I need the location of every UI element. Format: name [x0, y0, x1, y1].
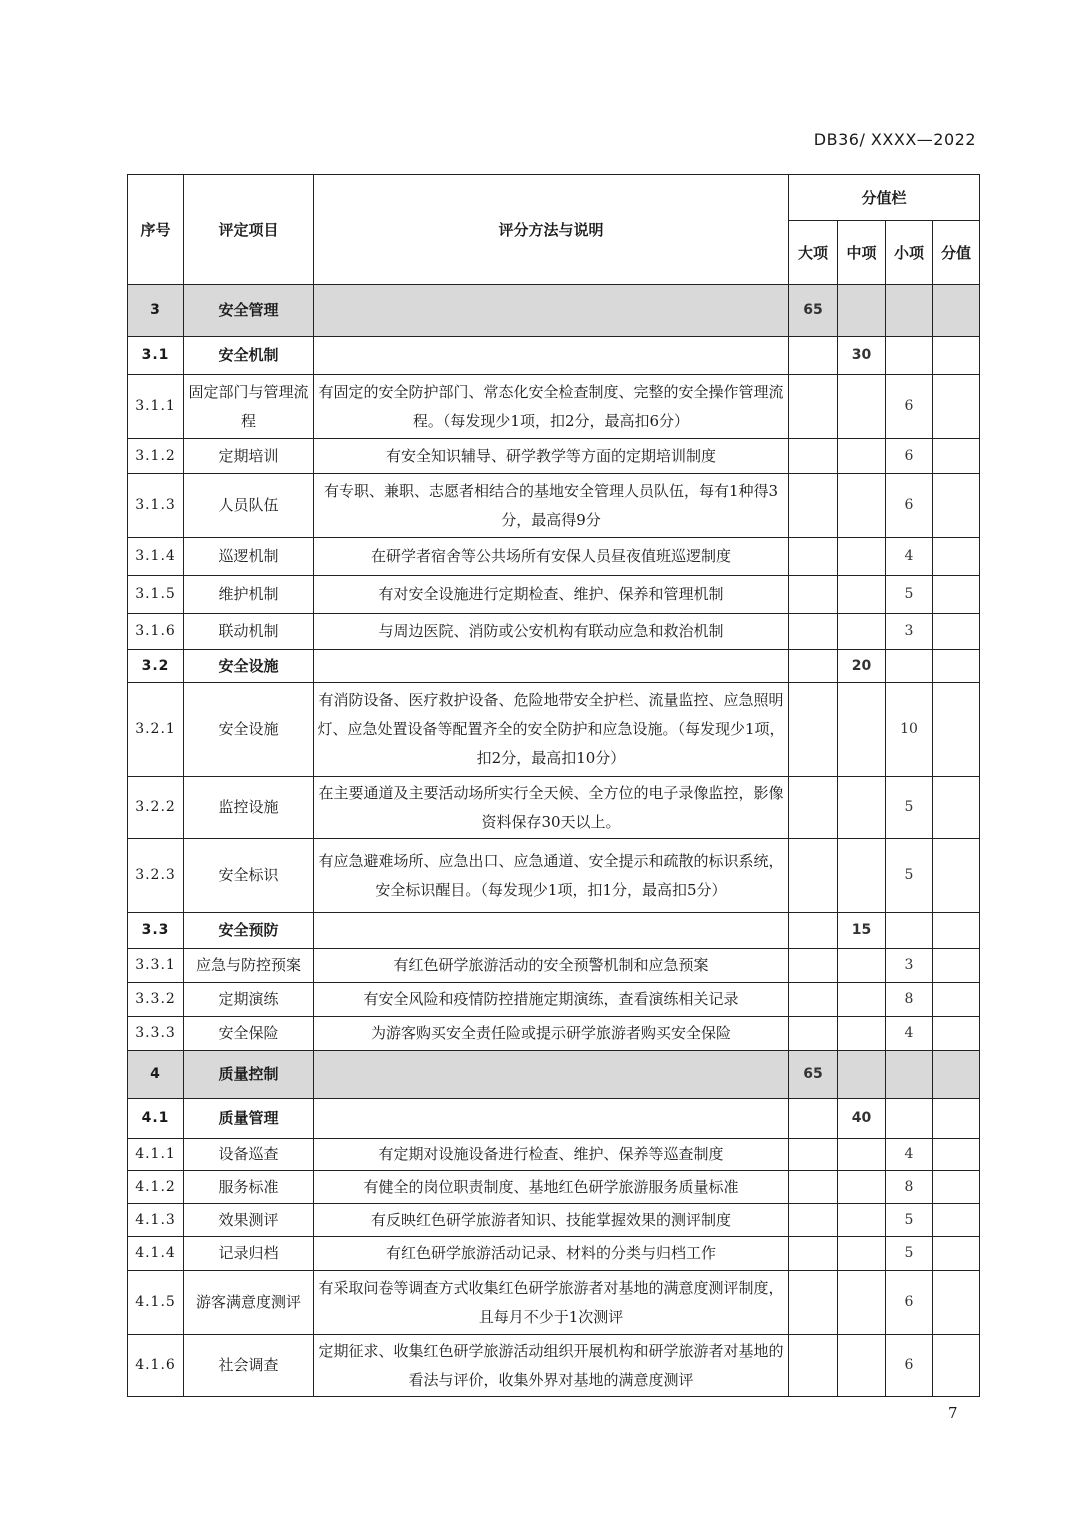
row-description	[314, 913, 789, 949]
row-item: 巡逻机制	[184, 538, 314, 576]
row-description	[314, 650, 789, 683]
table-row	[128, 1171, 980, 1204]
row-description: 有应急避难场所、应急出口、应急通道、安全提示和疏散的标识系统，安全标识醒目。（每发现少1项，扣1分，最高扣5分）	[314, 839, 789, 913]
row-description: 有红色研学旅游活动的安全预警机制和应急预案	[314, 949, 789, 983]
row-number: 3.3.1	[128, 949, 184, 983]
table-row	[128, 683, 980, 777]
row-value	[933, 777, 980, 839]
row-description: 有对安全设施进行定期检查、维护、保养和管理机制	[314, 576, 789, 614]
row-description: 有定期对设施设备进行检查、维护、保养等巡查制度	[314, 1139, 789, 1171]
table-row	[128, 1204, 980, 1237]
row-value	[933, 1017, 980, 1051]
row-medium-score	[838, 683, 886, 777]
row-medium-score	[838, 576, 886, 614]
row-number: 3.1.6	[128, 614, 184, 650]
row-number: 4.1	[128, 1099, 184, 1139]
row-item: 安全机制	[184, 337, 314, 375]
row-number: 4.1.1	[128, 1139, 184, 1171]
row-medium-score	[838, 1171, 886, 1204]
header-method: 评分方法与说明	[314, 175, 789, 285]
row-major-score: 65	[789, 285, 838, 337]
row-description: 有安全知识辅导、研学教学等方面的定期培训制度	[314, 439, 789, 474]
row-major-score	[789, 913, 838, 949]
row-value	[933, 576, 980, 614]
row-major-score	[789, 1099, 838, 1139]
table-row	[128, 439, 980, 474]
row-number: 3	[128, 285, 184, 337]
row-number: 4.1.5	[128, 1271, 184, 1335]
row-major-score	[789, 1237, 838, 1271]
row-value	[933, 1335, 980, 1397]
row-description: 有专职、兼职、志愿者相结合的基地安全管理人员队伍，每有1种得3分，最高得9分	[314, 474, 789, 538]
row-medium-score	[838, 285, 886, 337]
row-number: 3.3	[128, 913, 184, 949]
row-value	[933, 538, 980, 576]
row-medium-score	[838, 375, 886, 439]
section-row	[128, 1051, 980, 1099]
row-medium-score	[838, 1335, 886, 1397]
row-item: 安全标识	[184, 839, 314, 913]
row-number: 3.2	[128, 650, 184, 683]
row-major-score	[789, 949, 838, 983]
scoring-table	[127, 174, 980, 1397]
row-medium-score	[838, 439, 886, 474]
row-value	[933, 683, 980, 777]
table-row	[128, 1237, 980, 1271]
row-major-score	[789, 614, 838, 650]
row-item: 质量管理	[184, 1099, 314, 1139]
row-minor-score: 6	[886, 375, 933, 439]
row-item: 维护机制	[184, 576, 314, 614]
row-description: 有采取问卷等调查方式收集红色研学旅游者对基地的满意度测评制度，且每月不少于1次测评	[314, 1271, 789, 1335]
row-item: 安全管理	[184, 285, 314, 337]
table-row	[128, 949, 980, 983]
row-number: 3.1.1	[128, 375, 184, 439]
row-medium-score	[838, 949, 886, 983]
row-major-score	[789, 439, 838, 474]
table-row	[128, 375, 980, 439]
row-description	[314, 337, 789, 375]
row-value	[933, 285, 980, 337]
row-minor-score: 4	[886, 1139, 933, 1171]
header-value: 分值	[933, 221, 980, 285]
row-medium-score	[838, 1204, 886, 1237]
row-item: 质量控制	[184, 1051, 314, 1099]
row-minor-score: 5	[886, 777, 933, 839]
row-description	[314, 1099, 789, 1139]
row-item: 定期演练	[184, 983, 314, 1017]
header-medium: 中项	[838, 221, 886, 285]
table-row	[128, 983, 980, 1017]
row-number: 3.1.3	[128, 474, 184, 538]
row-medium-score	[838, 983, 886, 1017]
row-item: 安全设施	[184, 650, 314, 683]
row-medium-score	[838, 839, 886, 913]
row-value	[933, 614, 980, 650]
row-item: 设备巡查	[184, 1139, 314, 1171]
row-minor-score: 4	[886, 1017, 933, 1051]
subsection-row	[128, 913, 980, 949]
row-minor-score: 4	[886, 538, 933, 576]
header-major: 大项	[789, 221, 838, 285]
row-major-score	[789, 576, 838, 614]
row-major-score	[789, 1335, 838, 1397]
row-major-score	[789, 983, 838, 1017]
row-medium-score	[838, 1139, 886, 1171]
row-minor-score: 5	[886, 1237, 933, 1271]
row-minor-score	[886, 1051, 933, 1099]
row-value	[933, 913, 980, 949]
row-major-score	[789, 538, 838, 576]
row-minor-score: 6	[886, 1335, 933, 1397]
row-medium-score	[838, 538, 886, 576]
row-item: 固定部门与管理流程	[184, 375, 314, 439]
row-value	[933, 839, 980, 913]
row-minor-score	[886, 1099, 933, 1139]
row-item: 定期培训	[184, 439, 314, 474]
row-number: 4.1.4	[128, 1237, 184, 1271]
row-item: 安全设施	[184, 683, 314, 777]
row-item: 服务标准	[184, 1171, 314, 1204]
row-value	[933, 1171, 980, 1204]
row-major-score	[789, 683, 838, 777]
row-major-score	[789, 375, 838, 439]
row-value	[933, 337, 980, 375]
row-minor-score	[886, 913, 933, 949]
row-minor-score: 3	[886, 614, 933, 650]
row-medium-score: 40	[838, 1099, 886, 1139]
row-item: 监控设施	[184, 777, 314, 839]
row-value	[933, 1099, 980, 1139]
row-major-score	[789, 650, 838, 683]
row-number: 3.3.3	[128, 1017, 184, 1051]
row-value	[933, 474, 980, 538]
row-minor-score	[886, 650, 933, 683]
row-number: 4.1.2	[128, 1171, 184, 1204]
row-item: 安全预防	[184, 913, 314, 949]
row-major-score	[789, 777, 838, 839]
row-number: 3.1.2	[128, 439, 184, 474]
row-minor-score: 6	[886, 474, 933, 538]
row-number: 3.3.2	[128, 983, 184, 1017]
row-minor-score: 6	[886, 1271, 933, 1335]
row-description	[314, 1051, 789, 1099]
table-row	[128, 576, 980, 614]
header-minor: 小项	[886, 221, 933, 285]
row-major-score	[789, 474, 838, 538]
header-item: 评定项目	[184, 175, 314, 285]
row-number: 3.1.4	[128, 538, 184, 576]
row-item: 联动机制	[184, 614, 314, 650]
row-medium-score	[838, 777, 886, 839]
page-number: 7	[948, 1404, 958, 1422]
row-number: 4.1.6	[128, 1335, 184, 1397]
row-description: 有安全风险和疫情防控措施定期演练，查看演练相关记录	[314, 983, 789, 1017]
table-row	[128, 614, 980, 650]
row-major-score	[789, 1204, 838, 1237]
row-value	[933, 375, 980, 439]
row-value	[933, 1271, 980, 1335]
row-value	[933, 1139, 980, 1171]
row-major-score	[789, 839, 838, 913]
row-value	[933, 1204, 980, 1237]
header-score-group: 分值栏	[789, 175, 980, 221]
table-row	[128, 1139, 980, 1171]
row-number: 3.1.5	[128, 576, 184, 614]
document-code: DB36/ XXXX—2022	[813, 130, 976, 149]
row-value	[933, 439, 980, 474]
row-minor-score: 5	[886, 1204, 933, 1237]
row-medium-score	[838, 614, 886, 650]
row-value	[933, 1051, 980, 1099]
row-minor-score: 5	[886, 839, 933, 913]
row-value	[933, 983, 980, 1017]
row-minor-score: 8	[886, 983, 933, 1017]
row-number: 3.2.3	[128, 839, 184, 913]
table-row	[128, 474, 980, 538]
row-description: 在主要通道及主要活动场所实行全天候、全方位的电子录像监控，影像资料保存30天以上。	[314, 777, 789, 839]
row-minor-score: 3	[886, 949, 933, 983]
row-description: 有红色研学旅游活动记录、材料的分类与归档工作	[314, 1237, 789, 1271]
row-item: 游客满意度测评	[184, 1271, 314, 1335]
row-major-score	[789, 1171, 838, 1204]
row-major-score	[789, 1139, 838, 1171]
row-description: 有健全的岗位职责制度、基地红色研学旅游服务质量标准	[314, 1171, 789, 1204]
row-medium-score	[838, 1271, 886, 1335]
row-medium-score: 15	[838, 913, 886, 949]
row-medium-score	[838, 1051, 886, 1099]
row-medium-score: 20	[838, 650, 886, 683]
row-description: 与周边医院、消防或公安机构有联动应急和救治机制	[314, 614, 789, 650]
row-number: 3.2.1	[128, 683, 184, 777]
table-body	[128, 285, 980, 1397]
row-value	[933, 949, 980, 983]
row-description: 有固定的安全防护部门、常态化安全检查制度、完整的安全操作管理流程。（每发现少1项，扣2分，最高扣6分）	[314, 375, 789, 439]
row-number: 4	[128, 1051, 184, 1099]
header-no: 序号	[128, 175, 184, 285]
row-description	[314, 285, 789, 337]
table-row	[128, 1271, 980, 1335]
row-medium-score: 30	[838, 337, 886, 375]
row-item: 效果测评	[184, 1204, 314, 1237]
table-row	[128, 538, 980, 576]
table-row	[128, 1017, 980, 1051]
row-description: 有反映红色研学旅游者知识、技能掌握效果的测评制度	[314, 1204, 789, 1237]
table-row	[128, 1335, 980, 1397]
row-minor-score	[886, 285, 933, 337]
row-medium-score	[838, 1237, 886, 1271]
row-major-score	[789, 1271, 838, 1335]
row-number: 4.1.3	[128, 1204, 184, 1237]
row-medium-score	[838, 474, 886, 538]
row-number: 3.2.2	[128, 777, 184, 839]
row-item: 安全保险	[184, 1017, 314, 1051]
subsection-row	[128, 1099, 980, 1139]
row-minor-score: 5	[886, 576, 933, 614]
table-row	[128, 839, 980, 913]
row-description: 为游客购买安全责任险或提示研学旅游者购买安全保险	[314, 1017, 789, 1051]
subsection-row	[128, 337, 980, 375]
row-minor-score: 10	[886, 683, 933, 777]
row-item: 应急与防控预案	[184, 949, 314, 983]
row-medium-score	[838, 1017, 886, 1051]
row-item: 记录归档	[184, 1237, 314, 1271]
subsection-row	[128, 650, 980, 683]
row-description: 有消防设备、医疗救护设备、危险地带安全护栏、流量监控、应急照明灯、应急处置设备等配置齐全的安全防护和应急设施。（每发现少1项，扣2分，最高扣10分）	[314, 683, 789, 777]
row-item: 人员队伍	[184, 474, 314, 538]
row-major-score	[789, 337, 838, 375]
row-major-score: 65	[789, 1051, 838, 1099]
row-value	[933, 1237, 980, 1271]
row-major-score	[789, 1017, 838, 1051]
row-minor-score	[886, 337, 933, 375]
table-row	[128, 777, 980, 839]
table-header	[128, 175, 980, 285]
row-description: 定期征求、收集红色研学旅游活动组织开展机构和研学旅游者对基地的看法与评价，收集外界对基地的满意度测评	[314, 1335, 789, 1397]
row-value	[933, 650, 980, 683]
row-item: 社会调查	[184, 1335, 314, 1397]
row-minor-score: 8	[886, 1171, 933, 1204]
section-row	[128, 285, 980, 337]
row-description: 在研学者宿舍等公共场所有安保人员昼夜值班巡逻制度	[314, 538, 789, 576]
row-number: 3.1	[128, 337, 184, 375]
row-minor-score: 6	[886, 439, 933, 474]
